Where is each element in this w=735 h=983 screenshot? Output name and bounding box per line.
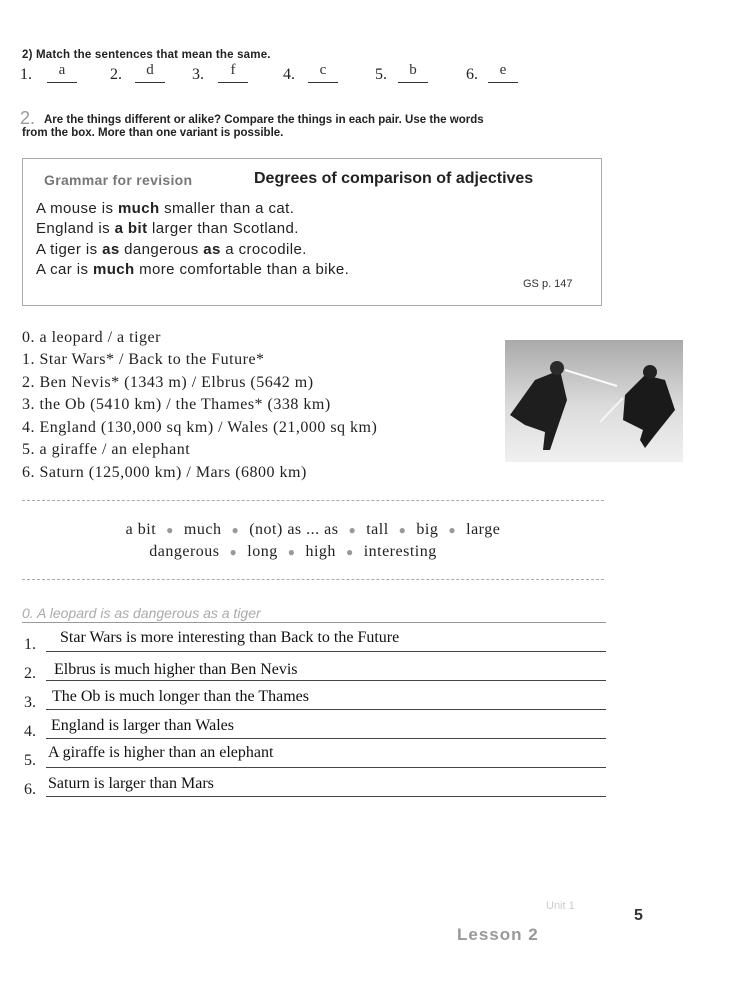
pair-item: 6. Saturn (125,000 km) / Mars (6800 km)	[22, 464, 307, 481]
answer-number-5: 5.	[24, 752, 36, 769]
answer-text-2[interactable]: Elbrus is much higher than Ben Nevis	[54, 661, 298, 678]
word-box-row-2	[2, 543, 584, 561]
match-answer-4[interactable]: c	[308, 62, 338, 83]
match-num-2: 2.	[110, 66, 122, 83]
grammar-text: England is	[36, 220, 115, 237]
grammar-text: smaller than a cat.	[159, 200, 295, 217]
answer-number-6: 6.	[24, 781, 36, 798]
exercise-instruction-line2: from the box. More than one variant is possible.	[22, 127, 284, 139]
word: dangerous	[149, 543, 220, 560]
word: much	[183, 521, 222, 538]
word: high	[305, 543, 336, 560]
example-answer: 0. A leopard is as dangerous as a tiger	[22, 605, 261, 621]
match-answer-6[interactable]: e	[488, 62, 518, 83]
bullet-icon: ●	[345, 544, 354, 559]
bullet-icon: ●	[229, 544, 238, 559]
match-answer-5[interactable]: b	[398, 62, 428, 83]
grammar-text: A car is	[36, 261, 93, 278]
answer-number-4: 4.	[24, 723, 36, 740]
answer-line-3	[46, 708, 606, 710]
exercise-instruction-line1: Are the things different or alike? Compare the things in each pair. Use the words	[44, 114, 484, 126]
bullet-icon: ●	[287, 544, 296, 559]
answer-line-5	[46, 766, 606, 768]
answer-number-1: 1.	[24, 636, 36, 653]
grammar-example-3	[36, 241, 307, 258]
answer-line-1	[46, 650, 606, 652]
grammar-keyword: as	[203, 241, 221, 258]
grammar-keyword: as	[102, 241, 120, 258]
grammar-example-1	[36, 200, 294, 217]
answer-line	[22, 621, 606, 623]
answer-line-6	[46, 795, 606, 797]
pair-item: 2. Ben Nevis* (1343 m) / Elbrus (5642 m)	[22, 374, 314, 391]
match-answer-2[interactable]: d	[135, 62, 165, 83]
grammar-text: more comfortable than a bike.	[134, 261, 350, 278]
bullet-icon: ●	[231, 522, 240, 537]
answer-text-6[interactable]: Saturn is larger than Mars	[48, 775, 214, 792]
grammar-text: a crocodile.	[220, 241, 307, 258]
grammar-example-2	[36, 220, 299, 237]
pair-item: 1. Star Wars* / Back to the Future*	[22, 351, 265, 368]
answer-number-2: 2.	[24, 665, 36, 682]
grammar-text: A tiger is	[36, 241, 103, 258]
match-task-title: 2) Match the sentences that mean the same.	[22, 49, 271, 61]
grammar-label: Grammar for revision	[44, 172, 193, 188]
answer-number-3: 3.	[24, 694, 36, 711]
grammar-title: Degrees of comparison of adjectives	[254, 170, 534, 187]
word: big	[416, 521, 439, 538]
bullet-icon: ●	[348, 522, 357, 537]
answer-text-3[interactable]: The Ob is much longer than the Thames	[52, 688, 309, 705]
grammar-text: dangerous	[119, 241, 204, 258]
answer-text-1[interactable]: Star Wars is more interesting than Back to the Future	[60, 629, 400, 646]
word: tall	[366, 521, 389, 538]
answer-line-4	[46, 737, 606, 739]
answer-text-4[interactable]: England is larger than Wales	[51, 717, 234, 734]
grammar-keyword: a bit	[114, 220, 148, 237]
grammar-example-4	[36, 261, 349, 278]
grammar-text: A mouse is	[36, 200, 118, 217]
word-box	[22, 500, 604, 580]
word: large	[466, 521, 501, 538]
match-answers-row	[20, 62, 580, 92]
unit-label: Unit 1	[546, 900, 575, 912]
grammar-keyword: much	[117, 200, 160, 217]
match-num-5: 5.	[375, 66, 387, 83]
lesson-label: Lesson 2	[457, 925, 539, 944]
page-number: 5	[634, 907, 643, 924]
bullet-icon: ●	[448, 522, 457, 537]
word: long	[247, 543, 278, 560]
match-num-6: 6.	[466, 66, 478, 83]
answer-line-2	[46, 679, 606, 681]
pair-item: 5. a giraffe / an elephant	[22, 441, 191, 458]
pair-item: 4. England (130,000 sq km) / Wales (21,000 sq km)	[22, 419, 378, 436]
pair-item: 0. a leopard / a tiger	[22, 329, 161, 346]
pair-item: 3. the Ob (5410 km) / the Thames* (338 km)	[22, 396, 331, 413]
match-answer-1[interactable]: a	[47, 62, 77, 83]
word: a bit	[125, 521, 157, 538]
answer-text-5[interactable]: A giraffe is higher than an elephant	[48, 744, 274, 761]
word-box-row-1	[22, 521, 604, 539]
match-answer-3[interactable]: f	[218, 62, 248, 83]
bullet-icon: ●	[166, 522, 174, 537]
exercise-number: 2.	[20, 108, 36, 128]
bullet-icon: ●	[398, 522, 407, 537]
word: interesting	[363, 543, 437, 560]
grammar-text: larger than Scotland.	[147, 220, 299, 237]
grammar-reference: GS p. 147	[523, 278, 573, 290]
match-num-4: 4.	[283, 66, 295, 83]
word: (not) as ... as	[249, 521, 339, 538]
star-wars-photo	[505, 340, 683, 462]
grammar-keyword: much	[92, 261, 135, 278]
match-num-3: 3.	[192, 66, 204, 83]
match-num-1: 1.	[20, 66, 32, 83]
